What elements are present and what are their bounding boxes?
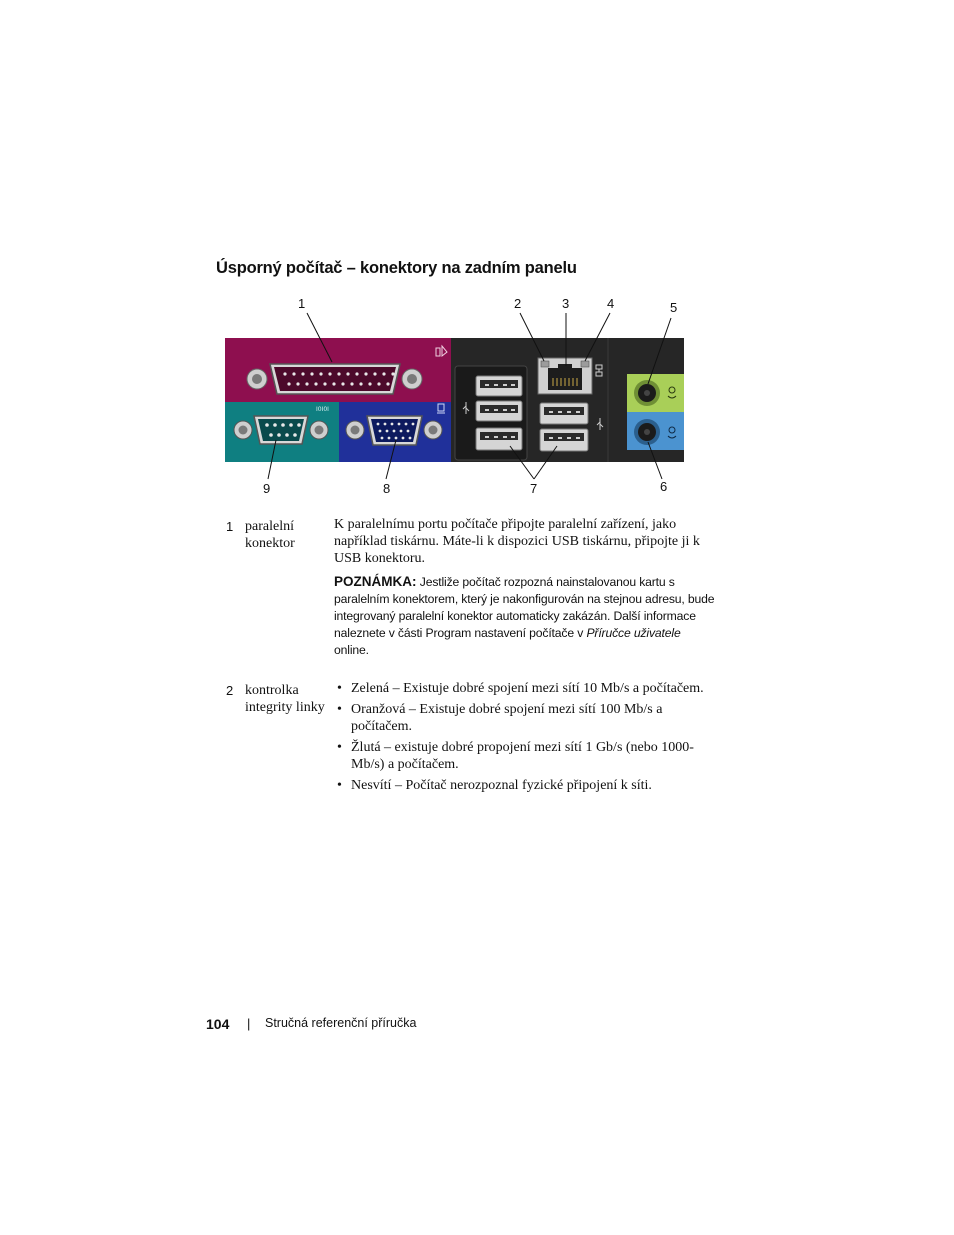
description-text: K paralelnímu portu počítače připojte paralelní zařízení, jako například tiskárnu. Máte-li k dispozici USB tiskárnu, připojte ji k USB konektoru. (334, 517, 700, 566)
section-heading: Úsporný počítač – konektory na zadním panelu (216, 259, 577, 277)
list-item: • Zelená – Existuje dobré spojení mezi sítí 10 Mb/s a počítačem. (334, 680, 716, 697)
callout-4: 4 (607, 296, 615, 311)
row-number: 2 (226, 683, 234, 698)
line-out-connector (627, 374, 684, 412)
row-description (334, 516, 716, 659)
line-in-connector (627, 412, 684, 450)
table-row (226, 516, 716, 664)
callout-7: 7 (530, 481, 538, 496)
footer-separator: | (247, 1016, 251, 1031)
bullet-list (334, 680, 716, 794)
note-end: online. (334, 643, 369, 657)
connector-table (226, 516, 716, 810)
serial-icon (316, 406, 329, 413)
note-text: Jestliže počítač rozpozná nainstalovanou kartu s paralelním konektorem, který je nakonfigurován na stejnou adresu, bude integrovaný paralelní konektor automaticky zakázán. Další informace naleznete v části Program nastavení počítače v (334, 575, 715, 640)
footer-title: Stručná referenční příručka (265, 1016, 417, 1030)
row-label: paralelní konektor (245, 519, 295, 551)
table-row (226, 680, 716, 794)
row-label: kontrolka integrity linky (245, 683, 325, 715)
svg-text:I0I0I: I0I0I (316, 406, 329, 413)
note (334, 573, 716, 659)
link-integrity-light (541, 361, 549, 367)
network-connector (538, 358, 602, 394)
callout-8: 8 (383, 481, 391, 496)
callout-2: 2 (514, 296, 522, 311)
callout-1: 1 (298, 296, 306, 311)
list-item: • Nesvítí – Počítač nerozpoznal fyzické připojení k síti. (334, 777, 716, 794)
callout-6: 6 (660, 479, 668, 494)
callout-3: 3 (562, 296, 570, 311)
network-activity-light (581, 361, 589, 367)
row-number: 1 (226, 519, 234, 534)
note-label: POZNÁMKA: (334, 574, 417, 589)
list-item: • Žlutá – existuje dobré propojení mezi sítí 1 Gb/s (nebo 1000-Mb/s) a počítačem. (334, 739, 716, 773)
list-item: • Oranžová – Existuje dobré spojení mezi sítí 100 Mb/s a počítačem. (334, 701, 716, 735)
page-number: 104 (206, 1016, 230, 1032)
back-panel-figure (0, 0, 954, 500)
callout-9: 9 (263, 481, 271, 496)
callout-5: 5 (670, 300, 678, 315)
note-italic: Příručce uživatele (586, 626, 681, 640)
